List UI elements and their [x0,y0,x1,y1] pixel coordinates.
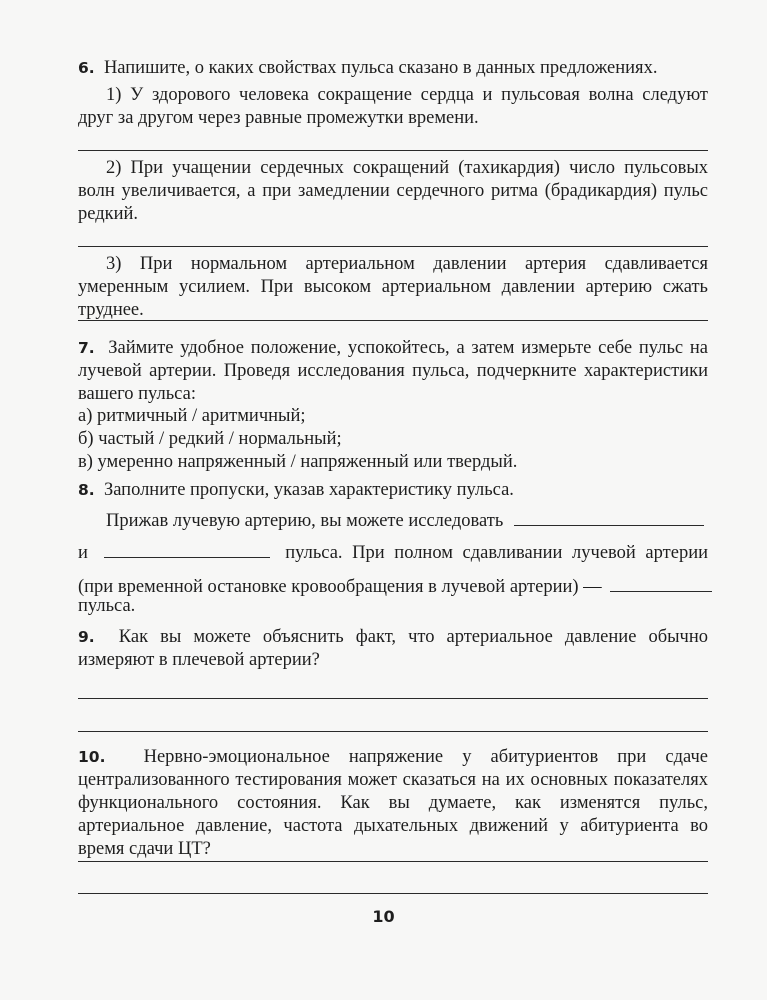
answer-line[interactable] [78,698,708,699]
answer-line[interactable] [78,861,708,862]
question-9-number: 9. [78,628,95,646]
page-number: 10 [372,907,395,926]
question-7-number: 7. [78,339,95,357]
question-8-line-4: пульса. [78,596,136,616]
question-8-line-2-a: и [78,543,88,563]
answer-line[interactable] [78,893,708,894]
question-8-line-1-text: Прижав лучевую артерию, вы можете исследовать [106,511,504,531]
question-8-number: 8. [78,481,95,499]
question-8-line-2 [78,541,708,565]
question-8-line-1 [78,509,708,533]
question-7 [78,337,708,406]
question-8-line-3-text: (при временной остановке кровообращения в лучевой артерии) — [78,577,602,597]
question-6-text: Напишите, о каких свойствах пульса сказано в данных предложениях. [103,58,658,78]
question-7-option-a[interactable]: а) ритмичный / аритмичный; [78,406,306,426]
question-6-item-3: 3) При нормальном артериальном давлении артерия сдавливается умеренным усилием. При высоком артериальном давлении артерию сжать труднее. [78,254,708,320]
question-9-text: Как вы можете объяснить факт, что артериальное давление обычно измеряют в плечевой артерии? [78,627,708,670]
fill-blank-3[interactable] [610,575,712,592]
answer-line[interactable] [78,246,708,247]
question-9 [78,626,708,672]
question-6-number: 6. [78,59,95,77]
question-10-number: 10. [78,748,106,766]
answer-line[interactable] [78,150,708,151]
question-7-text: Займите удобное положение, успокойтесь, а затем измерьте себе пульс на лучевой артерии. Проведя исследования пульса, подчеркните характеристики вашего пульса: [78,338,708,404]
question-8-title [78,479,708,502]
answer-line[interactable] [78,320,708,321]
answer-line[interactable] [78,731,708,732]
question-6-title [78,57,708,80]
question-7-option-c[interactable]: в) умеренно напряженный / напряженный или твердый. [78,452,518,472]
fill-blank-1[interactable] [514,509,704,526]
question-8-text: Заполните пропуски, указав характеристику пульса. [103,480,514,500]
question-6-item-1: 1) У здорового человека сокращение сердца и пульсовая волна следуют друг за другом через равные промежутки времени. [78,85,708,128]
question-7-option-b[interactable]: б) частый / редкий / нормальный; [78,429,342,449]
question-10 [78,746,708,861]
question-6-item-2: 2) При учащении сердечных сокращений (тахикардия) число пульсовых волн увеличивается, а при замедлении сердечного ритма (брадикардия) пульс редкий. [78,158,708,224]
fill-blank-2[interactable] [104,541,270,558]
question-8-line-2-b: пульса. При полном сдавливании лучевой артерии [285,543,708,563]
question-10-text: Нервно-эмоциональное напряжение у абитуриентов при сдаче централизованного тестирования может сказаться на их основных показателях функционального состояния. Как вы думаете, как изменятся пульс, артериальное давление, частота дыхательных движений у абитуриента во время сдачи ЦТ? [78,747,708,859]
